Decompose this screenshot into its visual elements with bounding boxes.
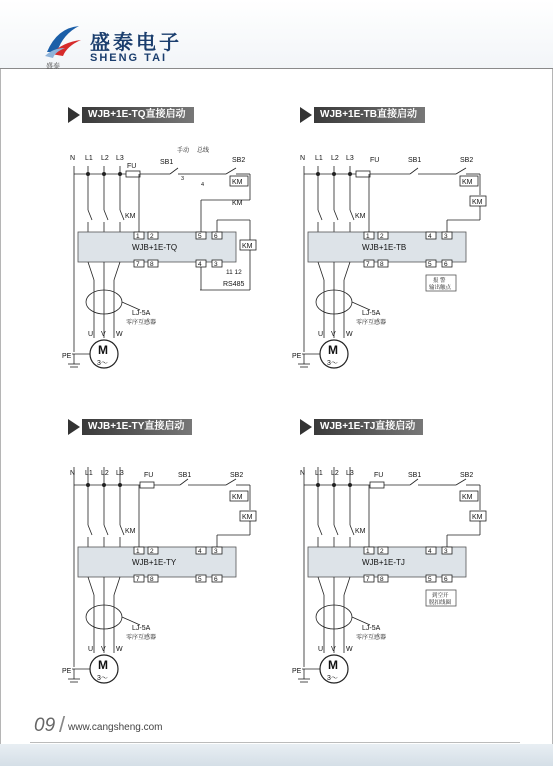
terminal-label: 2 — [380, 233, 384, 240]
header-divider — [0, 68, 553, 69]
motor-phase: 3～ — [327, 360, 338, 367]
terminal-label: 4 — [428, 548, 432, 555]
motor-symbol: M — [328, 343, 338, 357]
motor-terminal-u: U — [318, 331, 324, 338]
ct-model-label: LJ-5A — [132, 625, 151, 632]
km-coil-label: KM — [232, 494, 243, 501]
sb1-label: SB1 — [408, 157, 422, 164]
note-line-2: 脱扣线圈 — [429, 600, 452, 606]
line-label-n: N — [70, 470, 76, 477]
ct-model-label: LJ-5A — [362, 310, 381, 317]
motor-symbol: M — [328, 658, 338, 672]
fu-label: FU — [144, 472, 154, 479]
km-label: KM — [355, 528, 366, 535]
motor-phase: 3～ — [97, 360, 108, 367]
terminal-label: 4 — [198, 261, 202, 268]
pe-label: PE — [62, 668, 72, 675]
sb2-label: SB2 — [230, 472, 244, 479]
section-title-label: WJB+1E-TQ直接启动 — [82, 107, 194, 123]
arrow-icon — [300, 107, 312, 123]
terminal-label: 2 — [150, 233, 154, 240]
motor-symbol: M — [98, 658, 108, 672]
motor-symbol: M — [98, 343, 108, 357]
terminal-label: 3 — [444, 548, 448, 555]
terminal-label: 4 — [428, 233, 432, 240]
line-label-l2: L2 — [101, 155, 109, 162]
motor-terminal-w: W — [346, 331, 353, 338]
km-coil-label: KM — [462, 179, 473, 186]
motor-terminal-v: V — [331, 646, 336, 653]
terminal-label: 5 — [428, 576, 432, 583]
terminal-label: 6 — [214, 233, 218, 240]
terminal-label: 1 — [136, 233, 140, 240]
wiring-diagram-ty — [60, 455, 260, 690]
wiring-diagram-tb — [290, 140, 490, 375]
km-coil-label: KM — [242, 514, 253, 521]
brand-name-cn: 盛泰电子 — [90, 32, 182, 54]
footer-band — [0, 744, 553, 766]
ct-model-label: LJ-5A — [362, 625, 381, 632]
terminal-label: 8 — [150, 576, 154, 583]
fu-label: FU — [374, 472, 384, 479]
terminal-label: 7 — [366, 576, 370, 583]
arrow-icon — [300, 419, 312, 435]
company-logo — [43, 22, 83, 60]
device-label: WJB+1E-TY — [132, 558, 177, 567]
sb2-label: SB2 — [232, 157, 246, 164]
km-coil-label: KM — [232, 179, 243, 186]
terminal-label: 1 — [366, 233, 370, 240]
motor-terminal-u: U — [318, 646, 324, 653]
wiring-diagram-tj — [290, 455, 490, 690]
terminal-label: 3 — [444, 233, 448, 240]
terminal-label: 5 — [428, 261, 432, 268]
motor-phase: 3～ — [327, 675, 338, 682]
motor-terminal-w: W — [116, 331, 123, 338]
line-label-l1: L1 — [85, 155, 93, 162]
switch-bus-label: 总线 — [197, 148, 210, 154]
terminal-label: 2 — [150, 548, 154, 555]
terminal-label: 3 — [214, 548, 218, 555]
ct-name-label: 零序互感器 — [356, 320, 387, 326]
pe-label: PE — [292, 668, 302, 675]
ct-name-label: 零序互感器 — [126, 320, 157, 326]
note-line-1: 到空开 — [432, 593, 449, 599]
section-title-label: WJB+1E-TB直接启动 — [314, 107, 425, 123]
km-coil-label: KM — [462, 494, 473, 501]
terminal-label: 4 — [198, 548, 202, 555]
line-label-n: N — [300, 470, 306, 477]
km-label: KM — [125, 528, 136, 535]
motor-phase: 3～ — [97, 675, 108, 682]
logo-subtext: 盛泰 — [46, 63, 60, 70]
terminal-label: 2 — [380, 548, 384, 555]
terminal-label: 7 — [136, 576, 140, 583]
ct-name-label: 零序互感器 — [126, 635, 157, 641]
section-title-tb — [300, 107, 425, 123]
sb1-label: SB1 — [160, 159, 174, 166]
km-coil-label: KM — [472, 199, 483, 206]
terminal-label: 1 — [136, 548, 140, 555]
sb2-label: SB2 — [460, 472, 474, 479]
section-title-tj — [300, 419, 423, 435]
ct-name-label: 零序互感器 — [356, 635, 387, 641]
pe-label: PE — [62, 353, 72, 360]
terminal-label: 3 — [214, 261, 218, 268]
terminal-label: 6 — [214, 576, 218, 583]
terminal-label: 8 — [150, 261, 154, 268]
line-label-l1: L1 — [315, 470, 323, 477]
line-label-l2: L2 — [331, 470, 339, 477]
page-footer — [0, 704, 553, 766]
motor-terminal-u: U — [88, 646, 94, 653]
footer-divider — [30, 742, 520, 743]
section-title-label: WJB+1E-TJ直接启动 — [314, 419, 423, 435]
switch-terminal: 4 — [201, 182, 205, 188]
terminal-label: 7 — [136, 261, 140, 268]
terminal-label: 6 — [444, 576, 448, 583]
terminal-label: 7 — [366, 261, 370, 268]
sb1-label: SB1 — [408, 472, 422, 479]
page-number: 09 — [34, 715, 56, 736]
note-line-1: 报 警 — [433, 278, 446, 284]
motor-terminal-u: U — [88, 331, 94, 338]
terminal-label: 5 — [198, 233, 202, 240]
fu-label: FU — [370, 157, 380, 164]
switch-terminal: 3 — [181, 176, 185, 182]
km-label: KM — [232, 200, 243, 207]
motor-terminal-v: V — [101, 646, 106, 653]
motor-terminal-w: W — [346, 646, 353, 653]
website-link[interactable]: www.cangsheng.com — [68, 722, 163, 733]
pe-label: PE — [292, 353, 302, 360]
line-label-l1: L1 — [85, 470, 93, 477]
arrow-icon — [68, 419, 80, 435]
section-title-ty — [68, 419, 192, 435]
km-label: KM — [355, 213, 366, 220]
sb2-label: SB2 — [460, 157, 474, 164]
note-line-2: 输出触点 — [429, 285, 452, 291]
rs485-label: RS485 — [223, 281, 245, 288]
extra-terminals: 11 12 — [226, 269, 242, 276]
arrow-icon — [68, 107, 80, 123]
terminal-label: 8 — [380, 576, 384, 583]
device-label: WJB+1E-TQ — [132, 243, 178, 252]
line-label-n: N — [300, 155, 306, 162]
device-label: WJB+1E-TB — [362, 243, 407, 252]
terminal-label: 6 — [444, 261, 448, 268]
line-label-l1: L1 — [315, 155, 323, 162]
section-title-tq — [68, 107, 194, 123]
line-label-l3: L3 — [346, 155, 354, 162]
line-label-l3: L3 — [116, 470, 124, 477]
line-label-l3: L3 — [116, 155, 124, 162]
brand-name-en: SHENG TAI — [90, 52, 168, 64]
line-label-n: N — [70, 155, 76, 162]
km-label: KM — [125, 213, 136, 220]
km-coil-label: KM — [242, 243, 253, 250]
terminal-label: 5 — [198, 576, 202, 583]
motor-terminal-v: V — [331, 331, 336, 338]
wiring-diagram-tq — [60, 140, 260, 375]
motor-terminal-w: W — [116, 646, 123, 653]
line-label-l3: L3 — [346, 470, 354, 477]
section-title-label: WJB+1E-TY直接启动 — [82, 419, 192, 435]
fu-label: FU — [127, 163, 137, 170]
line-label-l2: L2 — [331, 155, 339, 162]
terminal-label: 8 — [380, 261, 384, 268]
switch-manual-label: 手动 — [177, 148, 190, 154]
line-label-l2: L2 — [101, 470, 109, 477]
terminal-label: 1 — [366, 548, 370, 555]
device-label: WJB+1E-TJ — [362, 558, 405, 567]
ct-model-label: LJ-5A — [132, 310, 151, 317]
motor-terminal-v: V — [101, 331, 106, 338]
slash-glyph: / — [59, 712, 66, 737]
km-coil-label: KM — [472, 514, 483, 521]
sb1-label: SB1 — [178, 472, 192, 479]
